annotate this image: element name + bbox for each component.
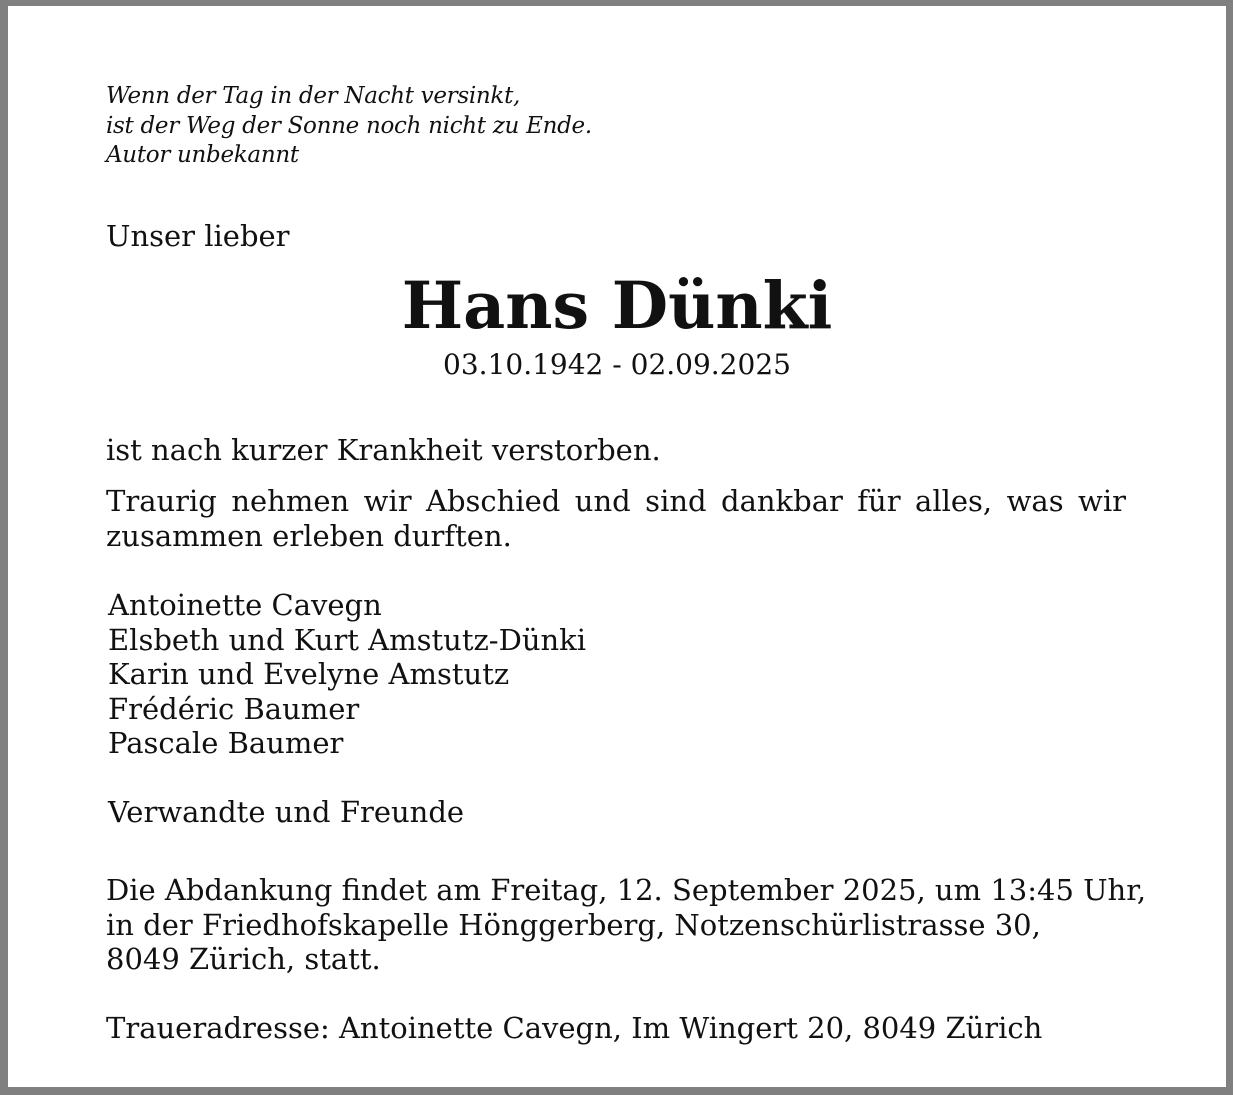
ceremony-line: 8049 Zürich, statt.	[106, 942, 381, 976]
ceremony-info	[106, 873, 1146, 977]
mourners-list	[108, 588, 586, 761]
intro-text: Unser lieber	[106, 219, 290, 253]
epigraph-quote	[106, 82, 592, 171]
mourning-address: Traueradresse: Antoinette Cavegn, Im Wingert 20, 8049 Zürich	[106, 1011, 1043, 1045]
relatives-line: Verwandte und Freunde	[108, 795, 465, 829]
mourner-name: Karin und Evelyne Amstutz	[108, 657, 510, 691]
quote-author: Autor unbekannt	[106, 142, 299, 168]
quote-line: Wenn der Tag in der Nacht versinkt,	[106, 83, 521, 109]
ceremony-line: Die Abdankung findet am Freitag, 12. September 2025, um 13:45 Uhr,	[106, 873, 1147, 907]
mourner-name: Pascale Baumer	[108, 726, 344, 760]
mourner-name: Elsbeth und Kurt Amstutz-Dünki	[108, 622, 587, 657]
ceremony-line: in der Friedhofskapelle Hönggerberg, Notzenschürlistrasse 30,	[106, 907, 1041, 942]
death-statement: ist nach kurzer Krankheit verstorben.	[106, 433, 661, 467]
farewell-statement: Traurig nehmen wir Abschied und sind dankbar für alles, was wir zusammen erleben durften.	[106, 484, 1126, 553]
deceased-name: Hans Dünki	[401, 268, 833, 344]
life-dates: 03.10.1942 - 02.09.2025	[443, 348, 791, 381]
mourner-name: Frédéric Baumer	[108, 691, 360, 726]
mourner-name: Antoinette Cavegn	[108, 588, 382, 622]
quote-line: ist der Weg der Sonne noch nicht zu Ende.	[106, 112, 592, 139]
